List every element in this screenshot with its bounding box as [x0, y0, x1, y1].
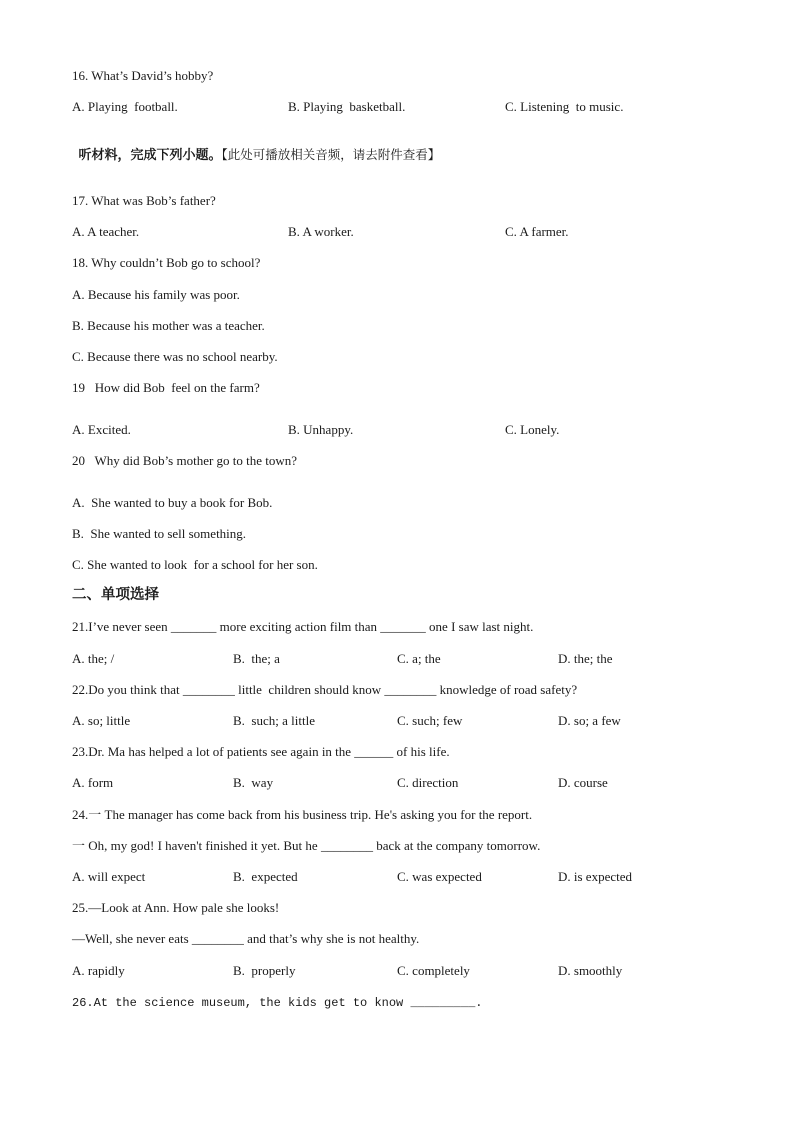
q24-option-a: A. will expect: [72, 869, 146, 884]
section-heading: 二、单项选择: [72, 587, 159, 603]
q16-option-c: C. Listening to music.: [505, 99, 624, 114]
audio-note: 【此处可播放相关音频，请去附件查看】: [221, 147, 441, 162]
q25-option-d: D. smoothly: [558, 963, 623, 978]
q23-option-c: C. direction: [397, 775, 459, 790]
q22-option-d: D. so; a few: [558, 713, 621, 728]
q20-option-b: B. She wanted to sell something.: [72, 526, 247, 541]
q21-option-a: A. the; /: [72, 651, 115, 666]
q22-option-a: A. so; little: [72, 713, 131, 728]
q24-line1: 24.一 The manager has come back from his business trip. He's asking you for the report.: [72, 807, 533, 822]
q17-option-b: B. A worker.: [288, 224, 354, 239]
q17-option-a: A. A teacher.: [72, 224, 140, 239]
q22-option-b: B. such; a little: [233, 713, 315, 728]
q16-option-a: A. Playing football.: [72, 99, 178, 114]
q19-option-b: B. Unhappy.: [288, 422, 354, 437]
q24-option-d: D. is expected: [558, 869, 633, 884]
q23-question: 23.Dr. Ma has helped a lot of patients see again in the ______ of his life.: [72, 744, 450, 759]
q16-question: 16. What’s David’s hobby?: [72, 68, 214, 83]
q21-option-d: D. the; the: [558, 651, 613, 666]
q18-question: 18. Why couldn’t Bob go to school?: [72, 255, 261, 270]
q21-option-c: C. a; the: [397, 651, 441, 666]
q18-option-a: A. Because his family was poor.: [72, 287, 240, 302]
q20-question: 20 Why did Bob’s mother go to the town?: [72, 453, 298, 468]
q25-option-c: C. completely: [397, 963, 470, 978]
q21-question: 21.I’ve never seen _______ more exciting action film than _______ one I saw last night.: [72, 619, 534, 634]
q19-question: 19 How did Bob feel on the farm?: [72, 380, 260, 395]
q24-line2: 一 Oh, my god! I haven't finished it yet. But he ________ back at the company tomorrow.: [72, 838, 541, 853]
q25-option-a: A. rapidly: [72, 963, 125, 978]
q19-option-a: A. Excited.: [72, 422, 131, 437]
q17-option-c: C. A farmer.: [505, 224, 569, 239]
instruction-text: 听材料，完成下列小题。: [78, 148, 222, 163]
q21-option-b: B. the; a: [233, 651, 280, 666]
q20-option-a: A. She wanted to buy a book for Bob.: [72, 495, 273, 510]
q18-option-b: B. Because his mother was a teacher.: [72, 318, 265, 333]
q23-option-a: A. form: [72, 775, 114, 790]
q23-option-b: B. way: [233, 775, 274, 790]
q19-option-c: C. Lonely.: [505, 422, 560, 437]
q18-option-c: C. Because there was no school nearby.: [72, 349, 278, 364]
q25-option-b: B. properly: [233, 963, 296, 978]
q25-line2: —Well, she never eats ________ and that’s why she is not healthy.: [72, 931, 420, 946]
q20-option-c: C. She wanted to look for a school for her son.: [72, 557, 318, 572]
q25-line1: 25.—Look at Ann. How pale she looks!: [72, 900, 280, 915]
q22-question: 22.Do you think that ________ little children should know ________ knowledge of road safety?: [72, 682, 578, 697]
q23-option-d: D. course: [558, 775, 608, 790]
listening-instruction: [72, 131, 440, 164]
q24-option-c: C. was expected: [397, 869, 482, 884]
q22-option-c: C. such; few: [397, 713, 463, 728]
q16-option-b: B. Playing basketball.: [288, 99, 406, 114]
q17-question: 17. What was Bob’s father?: [72, 193, 216, 208]
q26-question: 26.At the science museum, the kids get to know _________.: [72, 996, 483, 1010]
q24-option-b: B. expected: [233, 869, 298, 884]
